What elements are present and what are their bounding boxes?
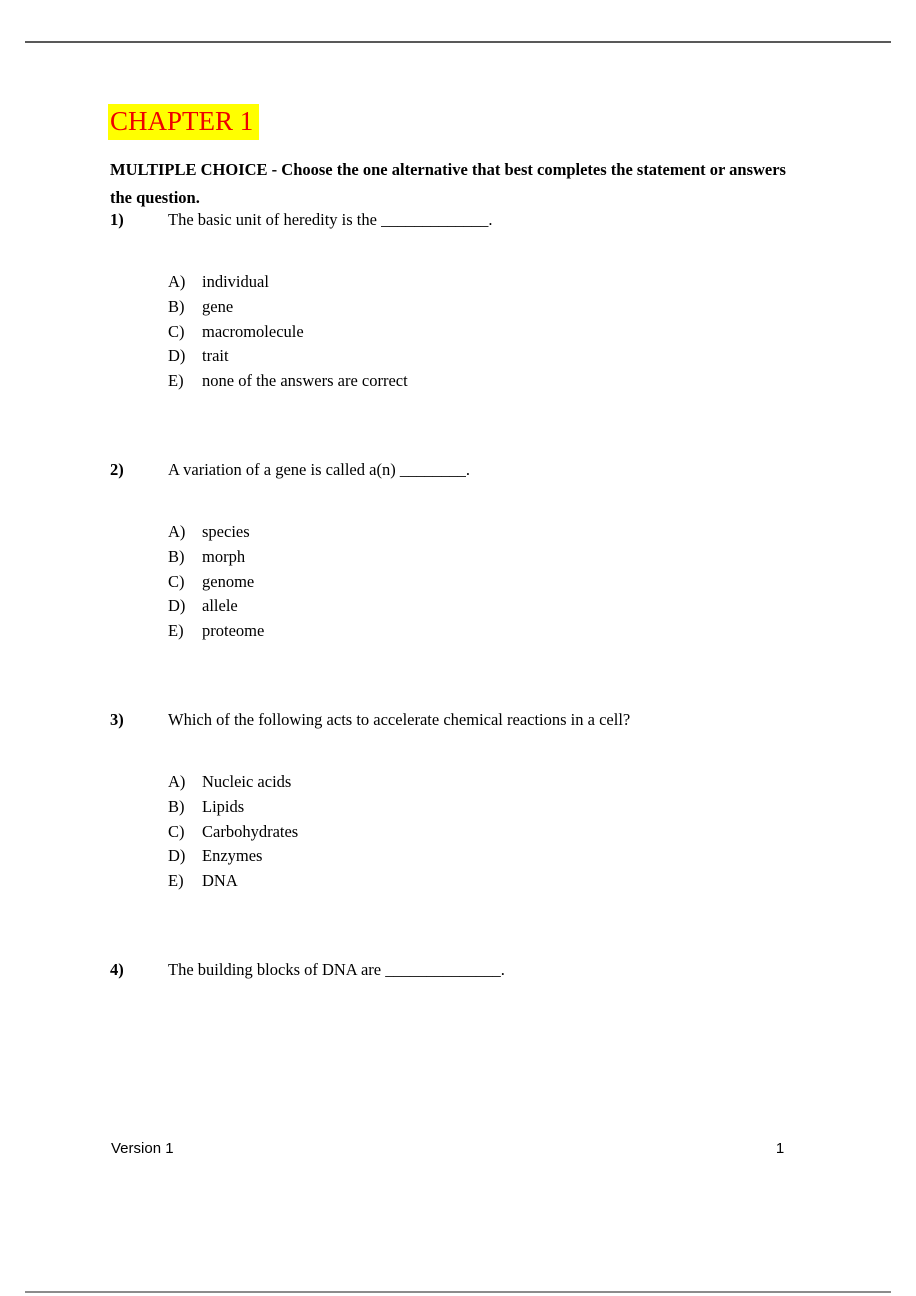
question-number: 3) [110,710,124,729]
question-2-options [168,520,768,644]
instructions-text: MULTIPLE CHOICE - Choose the one alternative that best completes the statement or answers the question. [110,160,786,207]
option-text: Enzymes [202,846,263,866]
option-letter: B) [168,296,185,316]
question-2 [110,457,850,482]
option-letter: B) [168,546,185,566]
option-row [168,795,768,820]
option-text: Lipids [202,796,245,816]
option-row [168,570,768,595]
option-row [168,820,768,845]
question-text: Which of the following acts to accelerate chemical reactions in a cell? [168,710,631,729]
option-text: Nucleic acids [202,772,292,791]
option-letter: A) [168,772,186,791]
footer-page-number: 1 [775,1140,785,1157]
bottom-divider-line [25,1291,891,1293]
option-text: species [202,522,250,541]
question-4 [110,957,850,982]
option-row [168,594,768,619]
option-text: allele [202,596,238,616]
option-text: individual [202,272,269,291]
question-1-options [168,270,768,394]
option-letter: D) [168,846,186,866]
question-number: 2) [110,460,124,479]
option-row [168,295,768,320]
footer-version-label: Version 1 [111,1140,174,1157]
option-text: gene [202,296,234,316]
option-row [168,369,768,394]
option-text: Carbohydrates [202,821,299,841]
option-text: macromolecule [202,321,304,341]
option-letter: C) [168,821,185,841]
option-row [168,619,768,644]
question-number: 1) [110,210,124,229]
option-row [168,545,768,570]
option-row [168,520,768,545]
option-letter: D) [168,346,186,366]
option-text: morph [202,546,246,566]
question-3 [110,707,850,732]
option-row [168,869,768,894]
option-row [168,770,768,795]
option-letter: C) [168,321,185,341]
option-text: trait [202,346,229,366]
option-letter: D) [168,596,186,616]
question-3-options [168,770,768,894]
option-text: genome [202,571,255,591]
chapter-title: CHAPTER 1 [108,104,259,140]
option-text: none of the answers are correct [202,371,408,391]
option-letter: C) [168,571,185,591]
question-text: The basic unit of heredity is the _____________. [168,210,493,229]
option-letter: A) [168,272,186,291]
question-text: The building blocks of DNA are ______________. [168,960,505,979]
top-divider-line [25,41,891,43]
option-letter: E) [168,621,184,641]
question-1 [110,207,850,232]
option-letter: E) [168,371,184,391]
question-text: A variation of a gene is called a(n) ________. [168,460,470,479]
option-row [168,844,768,869]
option-text: DNA [202,871,238,891]
option-letter: E) [168,871,184,891]
option-letter: A) [168,522,186,541]
option-text: proteome [202,621,265,641]
option-letter: B) [168,796,185,816]
question-number: 4) [110,960,124,979]
option-row [168,320,768,345]
option-row [168,344,768,369]
option-row [168,270,768,295]
